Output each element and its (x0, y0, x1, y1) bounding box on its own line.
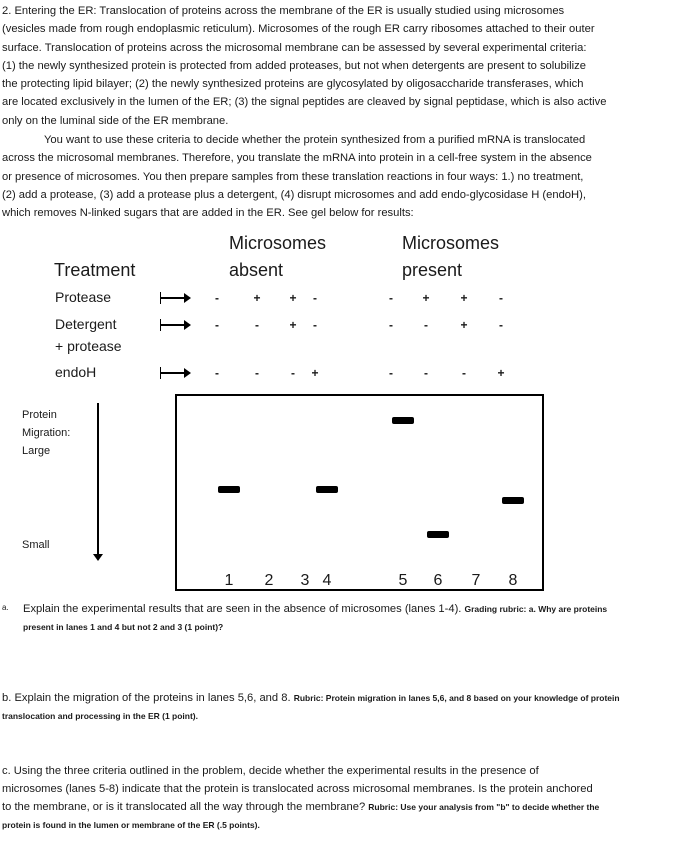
intro-line: surface. Translocation of proteins across the microsomal membrane can be assessed by several experimental criteria: (2, 41, 587, 54)
microsomes-absent-subheader: absent (229, 260, 284, 280)
question-a-letter: a. (2, 603, 9, 612)
intro-line: (1) the newly synthesized protein is protected from added proteases, but not when detergents are present to solubilize (2, 59, 586, 72)
lane-number: 4 (322, 572, 332, 589)
gel-band (218, 486, 240, 493)
treatment-sign: + (497, 366, 505, 380)
treatment-sign: - (389, 366, 393, 380)
setup-line: across the microsomal membranes. Therefore, you translate the mRNA into protein in a cell-free system in the absence (2, 152, 592, 165)
intro-paragraph (2, 2, 670, 130)
lane-number: 6 (433, 572, 443, 589)
treatment-sign: - (255, 366, 259, 380)
row-label-detergent: Detergent (55, 316, 117, 332)
treatment-sign: + (422, 291, 430, 305)
row-label-endoh: endoH (55, 364, 97, 380)
setup-line: (2) add a protease, (3) add a protease plus a detergent, (4) disrupt microsomes and add endo-glycosidase H (endoH), (2, 188, 586, 201)
microsomes-absent-header: Microsomes (229, 233, 327, 253)
gel-band (502, 497, 524, 504)
treatment-sign: - (424, 318, 428, 332)
migration-arrow (97, 403, 99, 555)
treatment-sign: - (499, 291, 503, 305)
treatment-sign: - (215, 366, 219, 380)
treatment-sign: + (311, 366, 319, 380)
gel-band (392, 417, 414, 424)
treatment-sign: + (289, 291, 297, 305)
intro-line: 2. Entering the ER: Translocation of proteins across the membrane of the ER is usually studied using microsomes (2, 5, 565, 17)
treatment-sign: - (389, 291, 393, 305)
treatment-sign: - (215, 318, 219, 332)
intro-line: the protecting lipid bilayer; (2) the newly synthesized proteins are glycosylated by oligosaccharide transferases, which (2, 78, 584, 91)
row-arrow (160, 297, 186, 299)
lane-number: 2 (264, 572, 274, 589)
treatment-sign: - (313, 318, 317, 332)
treatment-sign: - (291, 366, 295, 380)
question-c: c. Using the three criteria outlined in the problem, decide whether the experimental results in the presence of microsomes (lanes 5-8) indicate that the protein is translocated across microsomal membranes. Is the protein anchored to the membrane, or is it translocated all the way through the membrane? Rubric: Use your analysis from "b" to decide whether the protein is found in the lumen or membrane of the ER (.5 points). (2, 765, 600, 830)
row-arrow (160, 372, 186, 374)
migration-label: Protein Migration: Large (22, 409, 71, 457)
intro-line: only on the luminal side of the ER membrane. (2, 114, 229, 127)
intro-line: (vesicles made from rough endoplasmic reticulum). Microsomes of the rough ER carry ribosomes attached to their outer (2, 23, 595, 36)
treatment-sign: - (255, 318, 259, 332)
lane-number: 3 (300, 572, 310, 589)
treatment-header: Treatment (54, 260, 136, 280)
treatment-sign: - (499, 318, 503, 332)
small-label: Small (22, 539, 50, 551)
gel-band (316, 486, 338, 493)
setup-line: You want to use these criteria to decide whether the protein synthesized from a purified mRNA is translocated (44, 134, 586, 146)
treatment-sign: - (215, 291, 219, 305)
setup-line: which removes N-linked sugars that are added in the ER. See gel below for results: (2, 207, 414, 220)
treatment-sign: - (313, 291, 317, 305)
setup-paragraph (2, 131, 670, 222)
treatment-sign: + (460, 291, 468, 305)
gel-band (427, 531, 449, 538)
gel-box (175, 394, 544, 591)
lane-number: 5 (398, 572, 408, 589)
question-a: Explain the experimental results that are seen in the absence of microsomes (lanes 1-4). Grading rubric: a. Why are proteins present in lanes 1 and 4 but not 2 and 3 (1 point)? (23, 603, 608, 632)
treatment-sign: + (289, 318, 297, 332)
treatment-sign: + (460, 318, 468, 332)
microsomes-present-subheader: present (402, 260, 463, 280)
microsomes-present-header: Microsomes (402, 233, 500, 253)
setup-line: or presence of microsomes. You then prepare samples from these translation reactions in four ways: 1.) no treatment, (2, 170, 584, 183)
treatment-sign: - (389, 318, 393, 332)
question-b: b. Explain the migration of the proteins in lanes 5,6, and 8. Rubric: Protein migration in lanes 5,6, and 8 based on your knowledge of protein translocation and processing in the ER (1 point). (2, 692, 620, 721)
treatment-sign: + (253, 291, 261, 305)
row-label-protease: Protease (55, 289, 112, 305)
intro-line: are located exclusively in the lumen of the ER; (3) the signal peptides are cleaved by signal peptidase, which is also active (2, 96, 607, 109)
treatment-sign: - (462, 366, 466, 380)
lane-number: 1 (224, 572, 234, 589)
row-label-protease-2: + protease (55, 338, 122, 354)
treatment-sign: - (424, 366, 428, 380)
lane-number: 8 (508, 572, 518, 589)
lane-number: 7 (471, 572, 481, 589)
row-arrow (160, 324, 186, 326)
